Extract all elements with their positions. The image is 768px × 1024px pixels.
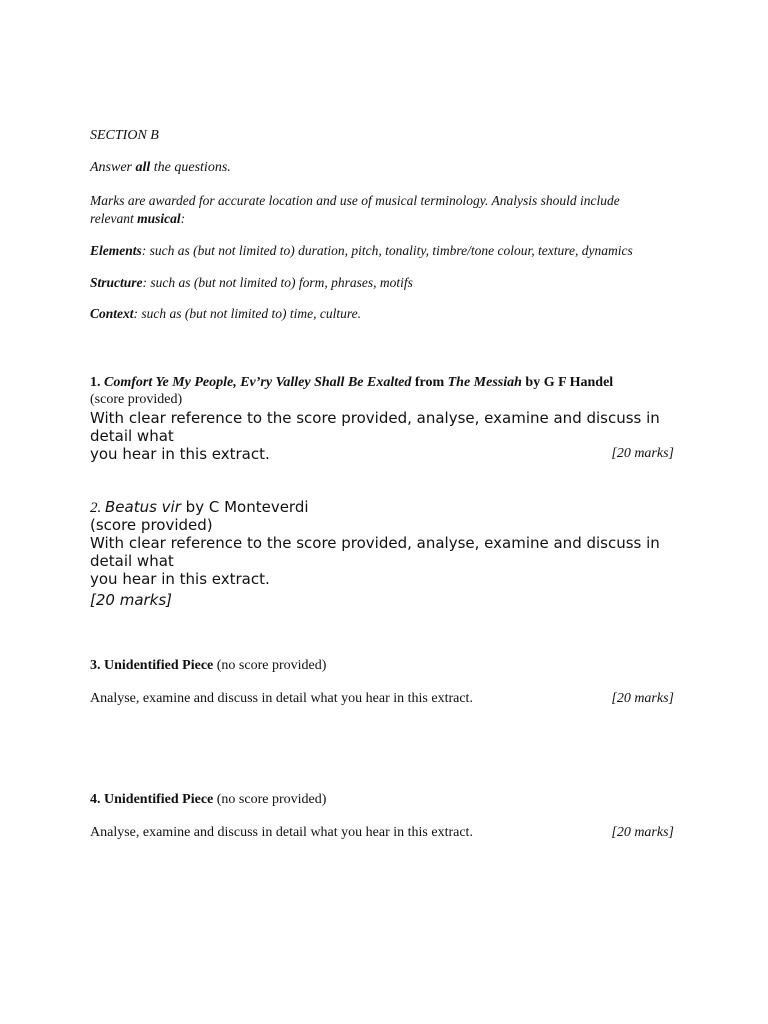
q3-heading: 3. Unidentified Piece bbox=[90, 658, 214, 673]
q1-number: 1. bbox=[90, 375, 104, 390]
q2-instruction-line3: you hear in this extract. bbox=[90, 570, 270, 588]
q1-instruction-line2: detail what bbox=[90, 427, 174, 445]
q1-by: by G F Handel bbox=[521, 375, 614, 390]
context-line bbox=[90, 306, 361, 322]
q1-title: Comfort Ye My People, Ev’ry Valley Shall Be Exalted bbox=[104, 375, 412, 390]
structure-text: : such as (but not limited to) form, phrases, motifs bbox=[142, 275, 413, 290]
marks-note-post: : bbox=[180, 211, 186, 226]
q1-instruction-line1: With clear reference to the score provided, analyse, examine and discuss in bbox=[90, 409, 660, 427]
q2-by: by C Monteverdi bbox=[180, 498, 309, 516]
q2-instruction-line2: detail what bbox=[90, 552, 174, 570]
marks-note-line2 bbox=[90, 211, 185, 227]
q2-instruction-line1: With clear reference to the score provided, analyse, examine and discuss in bbox=[90, 534, 660, 552]
section-title: SECTION B bbox=[90, 128, 159, 143]
marks-note-pre: relevant bbox=[90, 211, 138, 226]
elements-term: Elements bbox=[90, 243, 142, 258]
marks-note-line1: Marks are awarded for accurate location and use of musical terminology. Analysis should include bbox=[90, 193, 620, 208]
answer-instruction bbox=[90, 160, 231, 176]
q2-score-note: (score provided) bbox=[90, 516, 213, 534]
q2-title: Beatus vir bbox=[105, 498, 181, 516]
q3-heading-line bbox=[90, 658, 326, 674]
q4-marks: [20 marks] bbox=[611, 825, 674, 840]
q1-instruction-line3: you hear in this extract. bbox=[90, 445, 270, 463]
q1-from: from bbox=[411, 375, 448, 390]
q3-instruction: Analyse, examine and discuss in detail what you hear in this extract. bbox=[90, 691, 473, 706]
q1-marks: [20 marks] bbox=[611, 446, 674, 461]
q2-heading bbox=[90, 498, 309, 517]
q4-heading: 4. Unidentified Piece bbox=[90, 792, 214, 807]
q2-number: 2. bbox=[90, 500, 105, 516]
elements-text: : such as (but not limited to) duration, pitch, tonality, timbre/tone colour, texture, dynamics bbox=[141, 243, 633, 258]
q3-marks: [20 marks] bbox=[611, 691, 674, 706]
q1-score-note: (score provided) bbox=[90, 392, 183, 407]
marks-note-bold: musical bbox=[137, 211, 181, 226]
answer-post: the questions. bbox=[150, 160, 231, 175]
q4-instruction: Analyse, examine and discuss in detail what you hear in this extract. bbox=[90, 825, 473, 840]
q4-note: (no score provided) bbox=[213, 792, 327, 807]
q1-heading bbox=[90, 375, 613, 391]
elements-line bbox=[90, 243, 633, 259]
q1-work: The Messiah bbox=[447, 375, 522, 390]
answer-bold: all bbox=[135, 160, 151, 175]
structure-term: Structure bbox=[90, 275, 143, 290]
structure-line bbox=[90, 275, 413, 291]
context-term: Context bbox=[90, 306, 134, 321]
answer-pre: Answer bbox=[90, 160, 136, 175]
q2-marks: [20 marks] bbox=[90, 591, 173, 609]
context-text: : such as (but not limited to) time, culture. bbox=[133, 306, 361, 321]
q3-note: (no score provided) bbox=[213, 658, 327, 673]
q4-heading-line bbox=[90, 792, 326, 808]
